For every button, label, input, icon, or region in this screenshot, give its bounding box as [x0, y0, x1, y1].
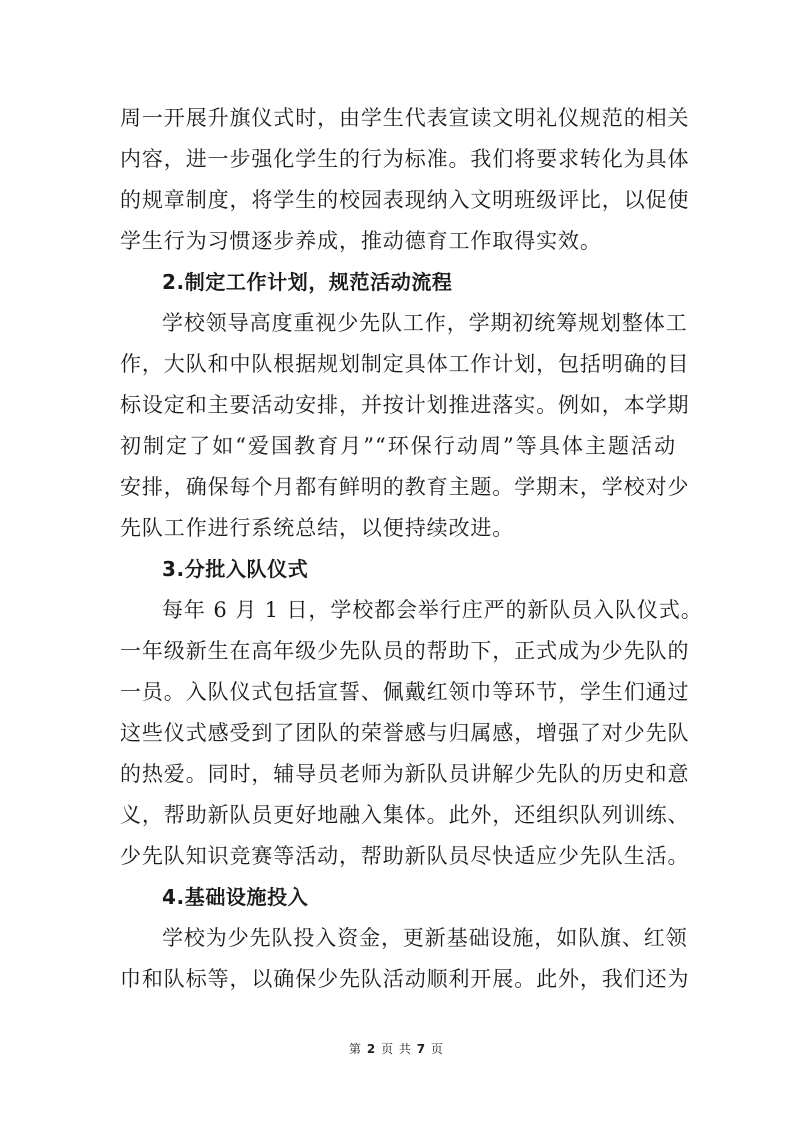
paragraph-line: 内容，进一步强化学生的行为标准。我们将要求转化为具体	[120, 147, 690, 171]
total-page-count: 7	[416, 1042, 427, 1056]
paragraph-line: 周一开展升旗仪式时，由学生代表宣读文明礼仪规范的相关	[120, 106, 690, 130]
paragraph-line: 学校为少先队投入资金，更新基础设施，如队旗、红领	[162, 926, 688, 950]
paragraph-line: 每年 6 月 1 日，学校都会举行庄严的新队员入队仪式。	[162, 598, 703, 622]
paragraph-line: 的规章制度，将学生的校园表现纳入文明班级评比，以促使	[120, 188, 690, 212]
section-heading: 4.基础设施投入	[162, 885, 309, 909]
paragraph-line: 少先队知识竞赛等活动，帮助新队员尽快适应少先队生活。	[120, 844, 690, 868]
section-heading: 2.制定工作计划，规范活动流程	[162, 270, 453, 294]
footer-prefix: 第	[349, 1042, 363, 1056]
paragraph-line: 巾和队标等，以确保少先队活动顺利开展。此外，我们还为	[120, 967, 690, 991]
paragraph-line: 学校领导高度重视少先队工作，学期初统筹规划整体工	[162, 311, 688, 335]
paragraph-line: 的热爱。同时，辅导员老师为新队员讲解少先队的历史和意	[120, 762, 690, 786]
paragraph-line: 义，帮助新队员更好地融入集体。此外，还组织队列训练、	[120, 803, 690, 827]
page-footer	[0, 1041, 793, 1057]
paragraph-line: 这些仪式感受到了团队的荣誉感与归属感，增强了对少先队	[120, 721, 690, 745]
footer-suffix: 页	[430, 1042, 444, 1056]
section-heading: 3.分批入队仪式	[162, 557, 309, 581]
paragraph-line: 初制定了如“爱国教育月”“环保行动周”等具体主题活动	[120, 434, 676, 458]
paragraph-line: 标设定和主要活动安排，并按计划推进落实。例如，本学期	[120, 393, 690, 417]
paragraph-line: 一年级新生在高年级少先队员的帮助下，正式成为少先队的	[120, 639, 690, 663]
current-page-number: 2	[366, 1042, 377, 1056]
footer-mid: 页 共	[381, 1042, 412, 1056]
paragraph-line: 先队工作进行系统总结，以便持续改进。	[120, 516, 515, 540]
paragraph-line: 作，大队和中队根据规划制定具体工作计划，包括明确的目	[120, 352, 690, 376]
paragraph-line: 一员。入队仪式包括宣誓、佩戴红领巾等环节，学生们通过	[120, 680, 690, 704]
paragraph-line: 安排，确保每个月都有鲜明的教育主题。学期末，学校对少	[120, 475, 690, 499]
paragraph-line: 学生行为习惯逐步养成，推动德育工作取得实效。	[120, 229, 602, 253]
